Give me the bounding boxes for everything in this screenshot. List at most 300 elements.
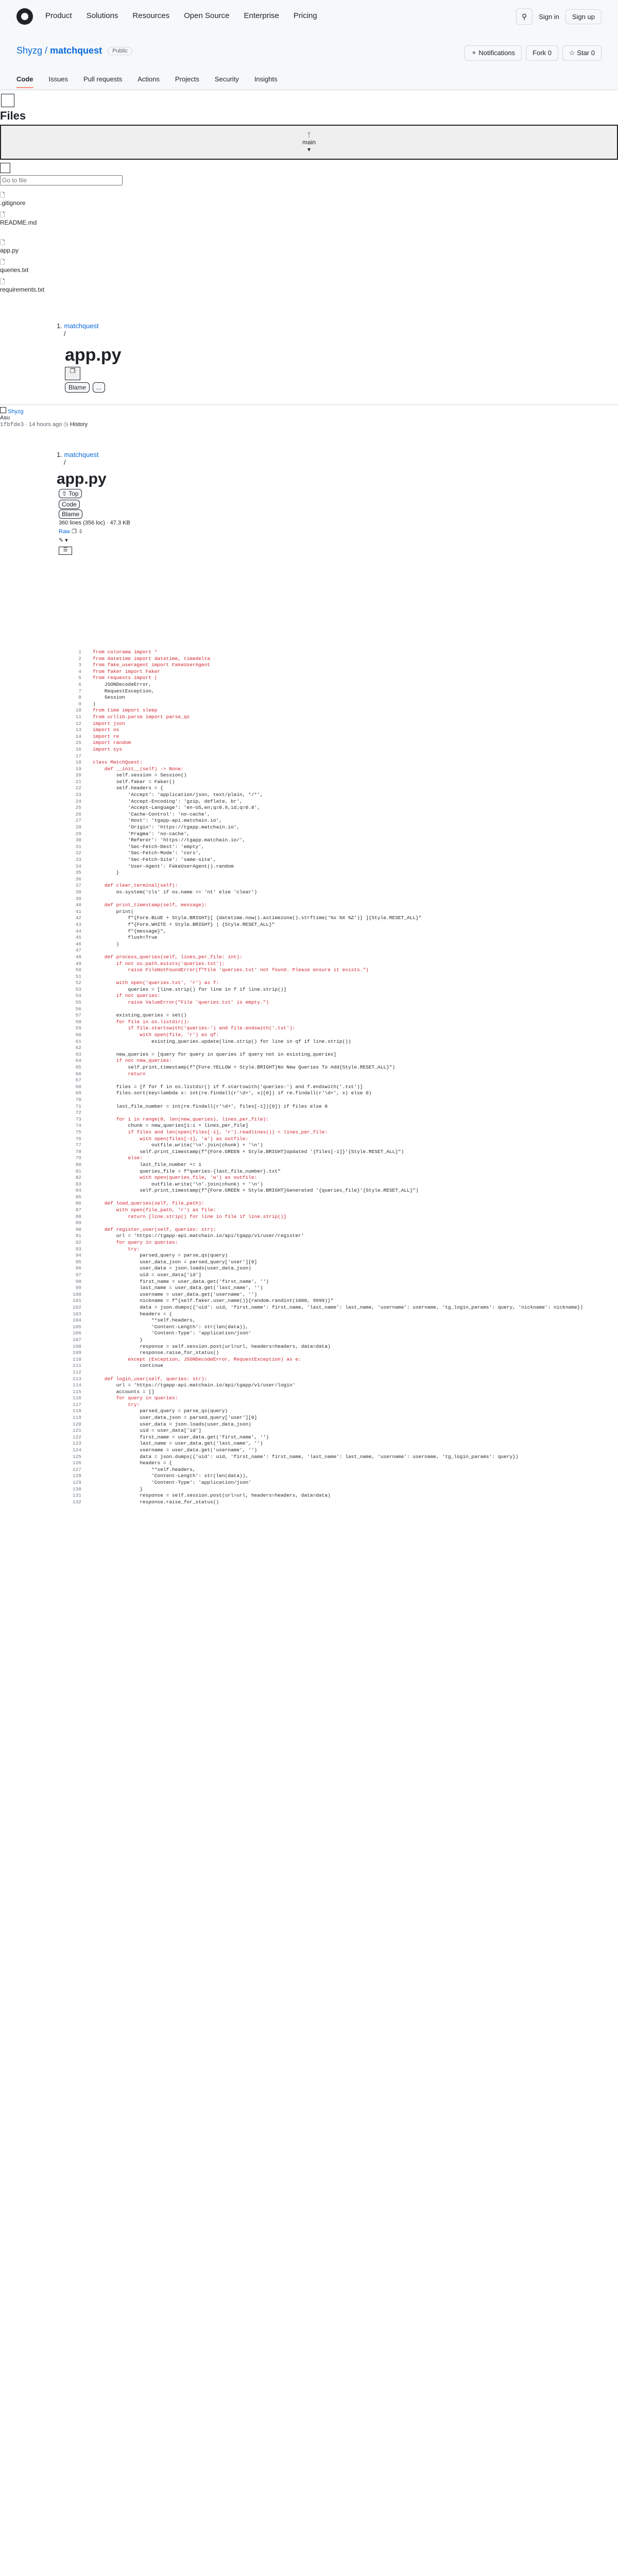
raw-link[interactable]: Raw [59, 529, 71, 535]
code-text: self.print_timestamp(f"{Fore.GREEN + Style.BRIGHT}Updated '{files[-1]}'{Style.RESET_ALL}") [93, 1148, 404, 1155]
code-line [57, 1369, 613, 1376]
code-text: **self.headers, [93, 1317, 196, 1324]
code-text: nickname = f"{self.faker.user_name()}{random.randint(1000, 9999)}" [93, 1298, 334, 1304]
line-number[interactable]: 113 [72, 1376, 81, 1382]
code-text: if files and len(open(files[-1], 'r').readlines()) < lines_per_file: [93, 1129, 328, 1135]
nav-open-source[interactable]: Open Source [184, 11, 230, 20]
header-actions [516, 8, 602, 25]
line-number[interactable]: 93 [75, 1246, 81, 1252]
file-tree-item[interactable] [0, 192, 618, 207]
line-number[interactable]: 57 [75, 1012, 81, 1019]
code-line [57, 772, 613, 779]
line-number[interactable]: 119 [72, 1415, 81, 1421]
code-text: try: [93, 1246, 140, 1252]
line-number[interactable]: 12 [75, 720, 81, 726]
code-text: if not queries: [93, 993, 161, 999]
notifications-button[interactable] [465, 45, 522, 61]
line-number[interactable]: 95 [75, 1259, 81, 1265]
line-number[interactable]: 28 [75, 824, 81, 831]
tab-security[interactable]: Security [214, 75, 239, 83]
sign-in-link[interactable]: Sign in [539, 12, 559, 21]
copy-path-icon[interactable]: ❐ [65, 367, 80, 380]
blame-button[interactable]: Blame [65, 382, 90, 393]
tab-issues[interactable]: Issues [48, 75, 68, 83]
line-number[interactable]: 18 [75, 759, 81, 766]
line-number[interactable]: 88 [75, 1213, 81, 1219]
code-text: ) [93, 941, 119, 947]
line-number[interactable]: 90 [75, 1226, 81, 1232]
line-number[interactable]: 35 [75, 870, 81, 876]
line-number[interactable]: 107 [72, 1336, 81, 1343]
line-number[interactable]: 66 [75, 1071, 81, 1077]
commit-author-link[interactable]: Shyzg [8, 409, 24, 415]
line-number[interactable]: 124 [72, 1447, 81, 1453]
line-number[interactable]: 46 [75, 941, 81, 947]
line-number[interactable]: 11 [75, 714, 81, 720]
line-number[interactable]: 19 [75, 766, 81, 772]
code-line [57, 902, 613, 909]
line-number[interactable]: 36 [75, 876, 81, 882]
line-number[interactable]: 3 [78, 662, 81, 668]
line-number[interactable]: 74 [75, 1123, 81, 1129]
line-number[interactable]: 76 [75, 1136, 81, 1142]
line-number[interactable]: 102 [72, 1304, 81, 1310]
repo-actions [465, 45, 602, 61]
code-line [57, 766, 613, 773]
goto-file [0, 163, 618, 188]
code-text: import os [93, 727, 119, 733]
line-number[interactable]: 114 [72, 1382, 81, 1388]
code-text: 'Cache-Control': 'no-cache', [93, 811, 211, 817]
line-number[interactable]: 84 [75, 1188, 81, 1194]
line-number[interactable]: 62 [75, 1045, 81, 1051]
code-line [57, 915, 613, 922]
file-icon: 🗋 [0, 211, 5, 218]
code-text: return [line.strip() for line in file if line.strip()] [93, 1213, 287, 1219]
symbols-icon[interactable]: ☰ [59, 547, 72, 555]
code-text: response.raise_for_status() [93, 1499, 219, 1505]
code-text: self.faker = Faker() [93, 778, 175, 785]
line-number[interactable]: 131 [72, 1493, 81, 1499]
code-line [57, 1058, 613, 1064]
line-number[interactable]: 87 [75, 1207, 81, 1213]
code-line [57, 909, 613, 916]
line-number[interactable]: 41 [75, 908, 81, 914]
line-number[interactable]: 55 [75, 999, 81, 1006]
code-text: from requests import ( [93, 675, 158, 681]
line-number[interactable]: 91 [75, 1233, 81, 1239]
line-number[interactable]: 79 [75, 1155, 81, 1161]
branch-icon: ᛉ [307, 131, 311, 139]
code-text: for query in queries: [93, 1395, 178, 1401]
line-number[interactable]: 59 [75, 1025, 81, 1031]
code-view-tab[interactable]: Code [59, 500, 80, 509]
line-number[interactable]: 105 [72, 1324, 81, 1330]
code-text: with open('queries.txt', 'r') as f: [93, 980, 219, 986]
goto-file-input[interactable] [0, 175, 123, 185]
file-tree-item[interactable] [0, 259, 618, 274]
line-number[interactable]: 99 [75, 1285, 81, 1291]
code-text: 'Content-Type': 'application/json' [93, 1330, 251, 1336]
line-number[interactable]: 30 [75, 837, 81, 843]
repo-header [0, 33, 618, 90]
notifications-label: Notifications [478, 49, 516, 57]
line-number[interactable]: 92 [75, 1240, 81, 1246]
code-text: self.print_timestamp(f"{Fore.YELLOW + Style.BRIGHT}No New Queries To Add{Style.RESET_ALL}") [93, 1064, 396, 1070]
line-number[interactable]: 81 [75, 1168, 81, 1174]
line-number[interactable]: 51 [75, 973, 81, 979]
line-number[interactable]: 27 [75, 818, 81, 824]
line-number[interactable]: 8 [78, 694, 81, 701]
line-number[interactable]: 67 [75, 1077, 81, 1083]
line-number[interactable]: 101 [72, 1298, 81, 1304]
code-text: last_file_number += 1 [93, 1161, 201, 1167]
line-number[interactable]: 106 [72, 1330, 81, 1336]
code-line [57, 727, 613, 734]
line-number[interactable]: 1 [78, 649, 81, 655]
line-number[interactable]: 56 [75, 1006, 81, 1012]
tab-actions[interactable]: Actions [138, 75, 160, 83]
line-number[interactable]: 108 [72, 1343, 81, 1349]
code-text: 'Sec-Fetch-Mode': 'cors', [93, 850, 201, 856]
line-number[interactable]: 97 [75, 1272, 81, 1278]
code-line [57, 1285, 613, 1292]
code-line [57, 1298, 613, 1304]
code-line [57, 1090, 613, 1097]
sign-up-button[interactable]: Sign up [565, 9, 602, 24]
tab-insights[interactable]: Insights [254, 75, 278, 83]
search-icon[interactable]: ⚲ [516, 8, 533, 25]
file-tree-item[interactable] [0, 278, 618, 294]
code-text: user_data_json = parsed_query['user'][0] [93, 1259, 258, 1265]
line-number[interactable]: 17 [75, 753, 81, 759]
line-number[interactable]: 82 [75, 1175, 81, 1181]
line-number[interactable]: 75 [75, 1129, 81, 1135]
line-number[interactable]: 53 [75, 986, 81, 992]
tab-pull-requests[interactable]: Pull requests [83, 75, 123, 83]
line-number[interactable]: 23 [75, 792, 81, 798]
code-text: if file.startswith('queries-') and file.endswith('.txt'): [93, 1025, 296, 1031]
download-icon[interactable]: ⇩ [78, 529, 83, 535]
code-line [57, 792, 613, 799]
code-text: uid = user_data['id'] [93, 1428, 201, 1434]
code-line [57, 922, 613, 928]
line-number[interactable]: 68 [75, 1083, 81, 1090]
line-number[interactable]: 29 [75, 831, 81, 837]
line-number[interactable]: 78 [75, 1148, 81, 1155]
line-number[interactable]: 85 [75, 1194, 81, 1200]
code-text: headers = { [93, 1311, 172, 1317]
code-line [57, 844, 613, 851]
line-number[interactable]: 7 [78, 688, 81, 694]
code-line [57, 779, 613, 786]
star-button[interactable]: ☆ Star 0 [562, 45, 602, 61]
breadcrumb-repo-link-2[interactable]: matchquest [64, 451, 99, 459]
file-tree-label: README.md [0, 219, 37, 226]
code-line [57, 1233, 613, 1240]
line-number[interactable]: 22 [75, 785, 81, 791]
line-number[interactable]: 40 [75, 902, 81, 908]
line-number[interactable]: 4 [78, 668, 81, 674]
code-line [57, 883, 613, 889]
line-number[interactable]: 111 [72, 1363, 81, 1369]
code-line [57, 656, 613, 663]
line-number[interactable]: 54 [75, 993, 81, 999]
search-icon[interactable] [0, 163, 10, 173]
line-number[interactable]: 96 [75, 1265, 81, 1272]
more-options-button[interactable]: ... [93, 382, 105, 393]
code-line [57, 1240, 613, 1246]
file-tree [0, 192, 618, 294]
line-number[interactable]: 128 [72, 1473, 81, 1479]
code-line [57, 1045, 613, 1052]
repo-owner-link[interactable]: Shyzg [16, 45, 43, 56]
code-line [57, 1214, 613, 1221]
line-number[interactable]: 129 [72, 1480, 81, 1485]
line-number[interactable]: 24 [75, 798, 81, 804]
file-icon: 🗋 [0, 239, 5, 246]
line-number[interactable]: 38 [75, 889, 81, 895]
line-number[interactable]: 94 [75, 1252, 81, 1259]
line-number[interactable]: 20 [75, 772, 81, 778]
line-number[interactable]: 72 [75, 1110, 81, 1116]
line-number[interactable]: 49 [75, 960, 81, 967]
line-number[interactable]: 50 [75, 967, 81, 973]
file-stats: 360 lines (356 loc) · 47.3 KB [59, 520, 130, 526]
line-number[interactable]: 25 [75, 805, 81, 811]
repo-tabs [16, 75, 278, 88]
line-number[interactable]: 86 [75, 1200, 81, 1207]
line-number[interactable]: 5 [78, 675, 81, 681]
code-text: raise ValueError("File 'queries.txt' is empty.") [93, 999, 269, 1006]
chevron-down-icon[interactable]: ▾ [65, 537, 68, 544]
history-icon: ◷ [63, 421, 68, 428]
line-number[interactable]: 60 [75, 1032, 81, 1038]
sidebar-toggle-icon[interactable] [1, 94, 14, 107]
tab-code[interactable]: Code [16, 75, 33, 88]
history-link[interactable]: History [70, 421, 88, 428]
line-number[interactable]: 130 [72, 1486, 81, 1492]
line-number[interactable]: 9 [78, 701, 81, 707]
line-number[interactable]: 42 [75, 915, 81, 921]
file-icon: 🗋 [0, 192, 5, 199]
line-number[interactable]: 52 [75, 980, 81, 986]
code-line [57, 1434, 613, 1441]
line-number[interactable]: 48 [75, 954, 81, 960]
line-number[interactable]: 118 [72, 1408, 81, 1414]
line-number[interactable]: 6 [78, 681, 81, 687]
code-line [57, 824, 613, 831]
line-number[interactable]: 39 [75, 895, 81, 902]
line-number[interactable]: 63 [75, 1051, 81, 1057]
line-number[interactable]: 98 [75, 1278, 81, 1284]
line-number[interactable]: 65 [75, 1064, 81, 1070]
code-line [57, 1304, 613, 1311]
code-text: self.headers = { [93, 785, 163, 791]
line-number[interactable]: 127 [72, 1466, 81, 1472]
code-line [57, 961, 613, 968]
line-number[interactable]: 70 [75, 1096, 81, 1103]
line-number[interactable]: 43 [75, 921, 81, 927]
commit-id[interactable]: 1fbfde3 [0, 422, 24, 428]
code-text: print( [93, 908, 134, 914]
code-text: url = 'https://tgapp-api.matchain.io/api/tgapp/v1/user/login' [93, 1382, 296, 1388]
line-number[interactable]: 123 [72, 1440, 81, 1447]
code-line [57, 721, 613, 727]
code-text: user_data = json.loads(user_data_json) [93, 1421, 251, 1427]
code-text: raise FileNotFoundError(f"File 'queries.txt' not found. Please ensure it exists.") [93, 967, 369, 973]
file-tree-item[interactable] [0, 211, 618, 227]
code-text: 'Content-Type': 'application/json' [93, 1480, 251, 1485]
breadcrumb-repo-link[interactable]: matchquest [64, 322, 99, 330]
line-number[interactable]: 64 [75, 1058, 81, 1064]
nav-solutions[interactable]: Solutions [86, 11, 118, 20]
code-text: Session [93, 694, 125, 701]
copy-icon[interactable]: ❐ [72, 529, 77, 535]
code-line [57, 1162, 613, 1168]
line-number[interactable]: 34 [75, 863, 81, 869]
line-number[interactable]: 100 [72, 1291, 81, 1297]
code-line [57, 1292, 613, 1298]
line-number[interactable]: 117 [72, 1401, 81, 1408]
code-text: continue [93, 1363, 163, 1369]
code-text: from fake_useragent import FakeUserAgent [93, 662, 211, 668]
line-number[interactable]: 132 [72, 1499, 81, 1505]
code-line [57, 1097, 613, 1104]
code-text: def clear_terminal(self): [93, 883, 178, 889]
edit-icon[interactable]: ✎ [59, 537, 64, 544]
code-line [57, 740, 613, 747]
code-line [57, 805, 613, 811]
top-button[interactable]: ⇧ Top [59, 489, 82, 498]
code-line [57, 1460, 613, 1467]
code-text: username = user_data.get('username', '') [93, 1447, 258, 1453]
line-number[interactable]: 10 [75, 707, 81, 714]
code-line [57, 1272, 613, 1279]
code-line [57, 1499, 613, 1506]
line-number[interactable]: 44 [75, 928, 81, 934]
code-text: from colorama import * [93, 649, 158, 655]
line-number[interactable]: 14 [75, 733, 81, 739]
code-line [57, 1084, 613, 1091]
line-number[interactable]: 73 [75, 1116, 81, 1122]
line-number[interactable]: 80 [75, 1161, 81, 1167]
code-text: if not new_queries: [93, 1058, 172, 1064]
code-line [57, 1207, 613, 1214]
code-line [57, 1440, 613, 1447]
commit-message[interactable]: Asu [0, 415, 10, 421]
line-number[interactable]: 116 [72, 1395, 81, 1401]
code-text: try: [93, 1401, 140, 1408]
code-text: for i in range(0, len(new_queries), lines_per_file): [93, 1116, 269, 1122]
nav-pricing[interactable]: Pricing [293, 11, 317, 20]
code-text: chunk = new_queries[i:i + lines_per_file] [93, 1123, 249, 1129]
line-number[interactable]: 58 [75, 1019, 81, 1025]
line-number[interactable]: 77 [75, 1142, 81, 1148]
file-tree-item[interactable] [0, 239, 618, 255]
nav-enterprise[interactable]: Enterprise [244, 11, 279, 20]
code-text: parsed_query = parse_qs(query) [93, 1252, 228, 1259]
line-number[interactable]: 120 [72, 1421, 81, 1427]
line-number[interactable]: 21 [75, 778, 81, 785]
code-line [57, 1019, 613, 1026]
line-number[interactable]: 69 [75, 1090, 81, 1096]
code-line [57, 1012, 613, 1019]
code-line [57, 649, 613, 656]
blame-view-tab[interactable]: Blame [59, 510, 82, 519]
line-number[interactable]: 126 [72, 1460, 81, 1466]
line-number[interactable]: 104 [72, 1317, 81, 1324]
code-text: response.raise_for_status() [93, 1350, 219, 1356]
code-line [57, 1408, 613, 1415]
line-number[interactable]: 16 [75, 746, 81, 752]
code-line [57, 811, 613, 818]
line-number[interactable]: 121 [72, 1428, 81, 1434]
line-number[interactable]: 71 [75, 1103, 81, 1109]
code-text: last_name = user_data.get('last_name', '') [93, 1285, 263, 1291]
branch-selector[interactable] [0, 125, 618, 160]
code-text: accounts = [] [93, 1388, 154, 1395]
code-line [57, 1467, 613, 1473]
line-number[interactable]: 2 [78, 655, 81, 662]
code-text: outfile.write('\n'.join(chunk) + '\n') [93, 1181, 263, 1187]
nav-product[interactable]: Product [45, 11, 72, 20]
file-tree-label: app.py [0, 247, 19, 254]
code-text: JSONDecodeError, [93, 681, 152, 687]
line-number[interactable]: 112 [72, 1369, 81, 1375]
code-line [57, 1123, 613, 1129]
line-number[interactable]: 37 [75, 883, 81, 889]
line-number[interactable]: 45 [75, 935, 81, 941]
code-text: user_data_json = parsed_query['user'][0] [93, 1415, 258, 1421]
line-number[interactable]: 47 [75, 947, 81, 954]
fork-button[interactable] [526, 45, 558, 61]
line-number[interactable]: 33 [75, 857, 81, 862]
code-line [57, 1006, 613, 1013]
code-text: self.print_timestamp(f"{Fore.GREEN + Style.BRIGHT}Generated '{queries_file}'{Style.RESET_ALL}") [93, 1188, 419, 1194]
code-text: def process_queries(self, lines_per_file: int): [93, 954, 243, 960]
line-number[interactable]: 110 [72, 1356, 81, 1362]
line-number[interactable]: 61 [75, 1038, 81, 1044]
line-number[interactable]: 115 [72, 1388, 81, 1395]
code-line [57, 1493, 613, 1499]
repo-name-link[interactable]: matchquest [50, 45, 102, 56]
code-line [57, 863, 613, 870]
line-number[interactable]: 103 [72, 1311, 81, 1317]
line-number[interactable]: 13 [75, 727, 81, 733]
line-number[interactable]: 15 [75, 740, 81, 746]
line-number[interactable]: 109 [72, 1350, 81, 1356]
breadcrumb: 1. matchquest / [57, 322, 99, 337]
code-line [57, 1168, 613, 1175]
line-number[interactable]: 31 [75, 843, 81, 850]
breadcrumb-separator-2: / [64, 459, 66, 466]
code-line [57, 714, 613, 721]
line-number[interactable]: 83 [75, 1181, 81, 1187]
tab-projects[interactable]: Projects [175, 75, 199, 83]
line-number[interactable]: 32 [75, 850, 81, 856]
code-line [57, 818, 613, 824]
line-number[interactable]: 89 [75, 1220, 81, 1226]
nav-resources[interactable]: Resources [132, 11, 170, 20]
code-line [57, 1279, 613, 1285]
line-number[interactable]: 122 [72, 1434, 81, 1440]
code-line [57, 928, 613, 935]
line-number[interactable]: 26 [75, 811, 81, 817]
github-logo-icon[interactable] [16, 8, 33, 25]
line-number[interactable]: 125 [72, 1453, 81, 1460]
code-line [57, 688, 613, 695]
